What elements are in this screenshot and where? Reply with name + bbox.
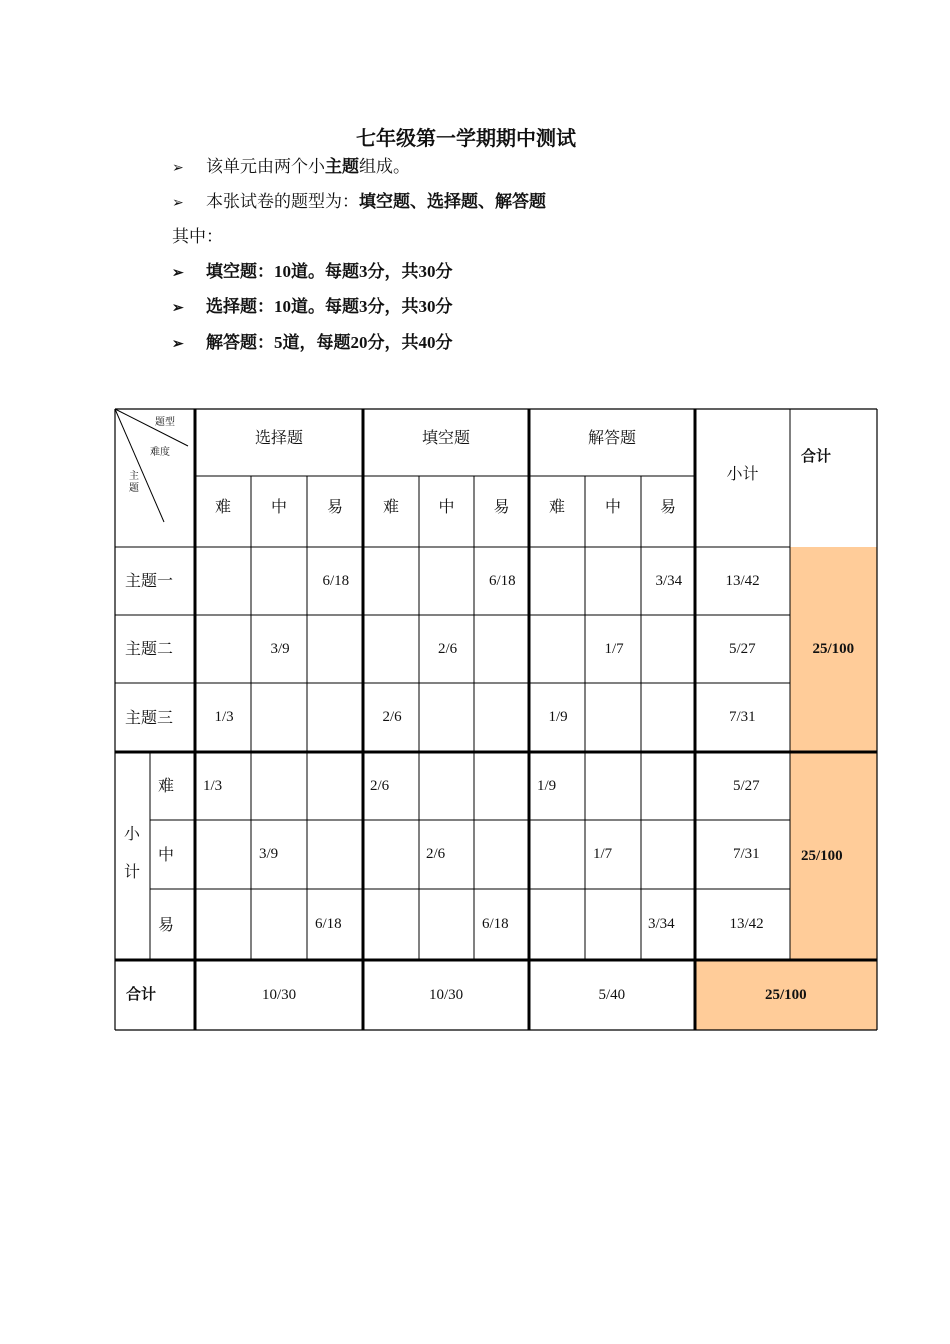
corner-topic-label: 主 bbox=[129, 471, 139, 482]
bullet-text: 解答题：5道，每题20分，共40分 bbox=[206, 333, 453, 352]
type-header: 填空题 bbox=[422, 428, 471, 447]
table-cell: 3/9 bbox=[270, 640, 290, 657]
arrow-bullet-icon: ➢ bbox=[172, 266, 184, 281]
difficulty-total-cell: 25/100 bbox=[801, 847, 843, 864]
table-cell: 1/7 bbox=[604, 640, 624, 657]
page-title: 七年级第一学期期中测试 bbox=[356, 128, 576, 150]
table-cell: 6/18 bbox=[315, 916, 342, 932]
table-cell: 2/6 bbox=[438, 640, 458, 657]
table-cell: 1/7 bbox=[593, 846, 613, 862]
subtotal-cell: 13/42 bbox=[729, 916, 764, 932]
table-cell: 2/6 bbox=[370, 777, 390, 794]
difficulty-header: 难 bbox=[383, 497, 400, 516]
table-cell: 6/18 bbox=[322, 572, 350, 589]
total-row-cell: 10/30 bbox=[262, 986, 297, 1003]
arrow-bullet-icon: ➢ bbox=[172, 196, 184, 211]
table-cell: 3/34 bbox=[655, 572, 683, 589]
bullet-bold-text: 主题 bbox=[325, 157, 359, 176]
table-cell: 3/34 bbox=[648, 916, 675, 932]
subtotal-cell: 5/27 bbox=[733, 777, 760, 794]
topic-total-cell: 25/100 bbox=[812, 641, 855, 657]
bullet-text: 组成。 bbox=[359, 157, 410, 176]
difficulty-header: 中 bbox=[271, 497, 288, 516]
difficulty-row-label: 难 bbox=[158, 776, 175, 795]
subtotal-cell: 13/42 bbox=[725, 572, 760, 589]
bullet-text: 本张试卷的题型为： bbox=[206, 192, 359, 211]
table-cell: 1/3 bbox=[203, 777, 223, 794]
subtotal-cell: 7/31 bbox=[733, 846, 760, 862]
table-cell: 6/18 bbox=[482, 916, 509, 932]
bullet-text: 该单元由两个小 bbox=[206, 157, 325, 176]
topic-row-label: 主题三 bbox=[125, 707, 174, 727]
arrow-bullet-icon: ➢ bbox=[172, 161, 184, 176]
corner-topic-label: 题 bbox=[129, 483, 139, 494]
total-header: 合计 bbox=[801, 448, 832, 465]
difficulty-header: 难 bbox=[215, 497, 232, 516]
bullet-bold-text: 填空题、选择题、解答题 bbox=[359, 192, 546, 211]
qizhong-line: 其中： bbox=[172, 227, 223, 246]
subtotal-header: 小计 bbox=[726, 464, 759, 483]
bullet-text: 填空题：10道。每题3分，共30分 bbox=[206, 262, 453, 281]
difficulty-header: 易 bbox=[327, 497, 344, 516]
difficulty-header: 中 bbox=[605, 497, 622, 516]
grand-total-cell: 25/100 bbox=[765, 986, 807, 1003]
arrow-bullet-icon: ➢ bbox=[172, 301, 184, 316]
total-row-cell: 5/40 bbox=[598, 986, 626, 1003]
arrow-bullet-icon: ➢ bbox=[172, 337, 184, 352]
topic-row-label: 主题一 bbox=[125, 571, 174, 590]
corner-diagonal bbox=[115, 409, 188, 446]
total-row-label: 合计 bbox=[126, 986, 157, 1003]
subtotal-block-label: 计 bbox=[124, 862, 141, 881]
difficulty-header: 中 bbox=[438, 497, 455, 516]
table-cell: 2/6 bbox=[382, 709, 402, 725]
subtotal-cell: 7/31 bbox=[729, 709, 756, 725]
table-cell: 1/9 bbox=[548, 709, 568, 725]
table-cell: 2/6 bbox=[426, 846, 446, 862]
difficulty-header: 易 bbox=[660, 497, 677, 516]
difficulty-row-label: 中 bbox=[158, 844, 175, 864]
bullet-text: 选择题：10道。每题3分，共30分 bbox=[206, 297, 453, 316]
difficulty-row-label: 易 bbox=[158, 914, 175, 934]
table-cell: 3/9 bbox=[259, 846, 279, 862]
type-header: 选择题 bbox=[255, 428, 304, 447]
table-cell: 6/18 bbox=[489, 572, 516, 589]
total-row-cell: 10/30 bbox=[429, 986, 464, 1003]
corner-difficulty-label: 难度 bbox=[150, 447, 170, 458]
type-header: 解答题 bbox=[588, 428, 637, 447]
subtotal-block-label: 小 bbox=[124, 824, 141, 843]
corner-type-label: 题型 bbox=[155, 417, 175, 428]
table-cell: 1/9 bbox=[537, 777, 557, 794]
topic-row-label: 主题二 bbox=[125, 639, 174, 658]
difficulty-header: 易 bbox=[493, 497, 510, 516]
subtotal-cell: 5/27 bbox=[729, 640, 756, 657]
table-cell: 1/3 bbox=[214, 709, 234, 725]
difficulty-header: 难 bbox=[549, 497, 566, 516]
